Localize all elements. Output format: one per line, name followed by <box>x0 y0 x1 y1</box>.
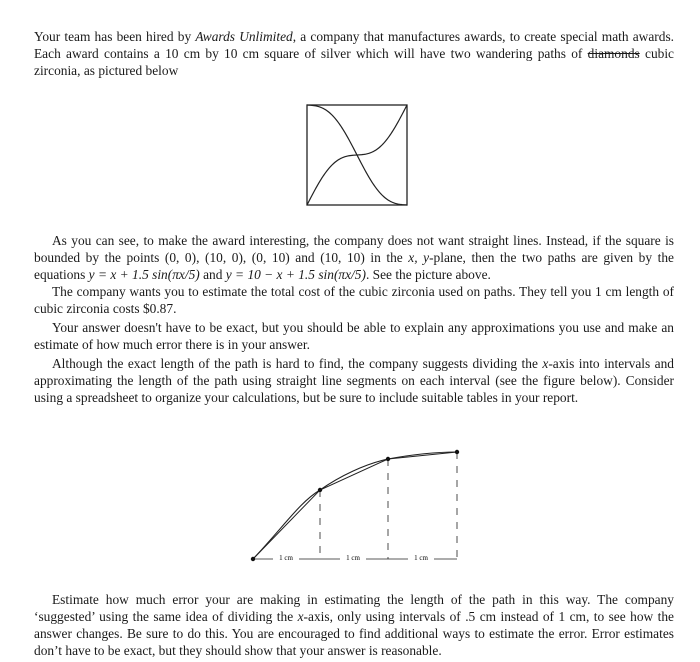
segment-point <box>251 557 255 561</box>
struck-word: diamonds <box>587 46 640 61</box>
paragraph-method: Although the exact length of the path is hard to find, the company suggests dividing the x-axis into intervals and approximating the length of the path using straight line segments on each interval (see the figure below). Consider using a spreadsheet to organize your calculations, but be sure to include suitable tables in your report. <box>34 356 674 405</box>
paragraph-cost: The company wants you to estimate the total cost of the cubic zirconia used on paths. They tell you 1 cm length of cubic zirconia costs $0.87. <box>34 284 674 316</box>
segment-point <box>318 488 322 492</box>
path-curve-decreasing <box>307 105 407 205</box>
plane-label: x, y <box>408 250 430 265</box>
company-name: Awards Unlimited <box>195 29 293 44</box>
interval-label: 1 cm <box>279 554 293 562</box>
axis-variable: x <box>542 356 549 371</box>
intro-text-1: Your team has been hired by <box>34 29 196 44</box>
award-square-figure <box>305 103 409 207</box>
approx-curve <box>253 452 457 559</box>
intro-text-2: , a company that manufactures awards, to create special math awards. Each award contains a 10 cm by 10 cm square of silver which will have two wandering paths of <box>34 29 675 61</box>
square-points: (0, 0), (10, 0), (0, 10) <box>164 250 290 265</box>
square-point-last: (10, 10) <box>320 250 365 265</box>
segment-point <box>455 450 459 454</box>
intro-paragraph <box>34 28 674 79</box>
paragraph-error: Estimate how much error your are making in estimating the length of the path in this way. The company ‘suggested’ using the same idea of dividing the x-axis, only using intervals of .5 cm instead of 1 cm, to see how the answer changes. Be sure to do this. You are encouraged to find additional ways to estimate the error. Error estimates don’t have to be exact, but they should show that your answer is reasonable. <box>34 592 674 658</box>
approx-segments <box>253 452 457 559</box>
segment-approximation-figure <box>240 440 475 570</box>
axis-variable-2: x <box>297 609 304 624</box>
segment-point <box>386 457 390 461</box>
interval-label: 1 cm <box>414 554 428 562</box>
equation-2: y = 10 − x + 1.5 sin(πx/5) <box>225 267 366 282</box>
paragraph-exactness: Your answer doesn't have to be exact, but you should be able to explain any approximations you use and make an estimate of how much error there is in your answer. <box>34 320 674 352</box>
paragraph-setup: As you can see, to make the award interesting, the company does not want straight lines. Instead, if the square is bounded by the points (0, 0), (10, 0), (0, 10) and (10, 10) in the x, y-plane, then the two paths are given by the equations y = x + 1.5 sin(πx/5) and y = 10 − x + 1.5 sin(πx/5). See the picture above. <box>34 233 674 282</box>
interval-label: 1 cm <box>346 554 360 562</box>
intro-text-3: cubic zirconia, as pictured below <box>34 46 674 78</box>
equation-1: y = x + 1.5 sin(πx/5) <box>88 267 200 282</box>
